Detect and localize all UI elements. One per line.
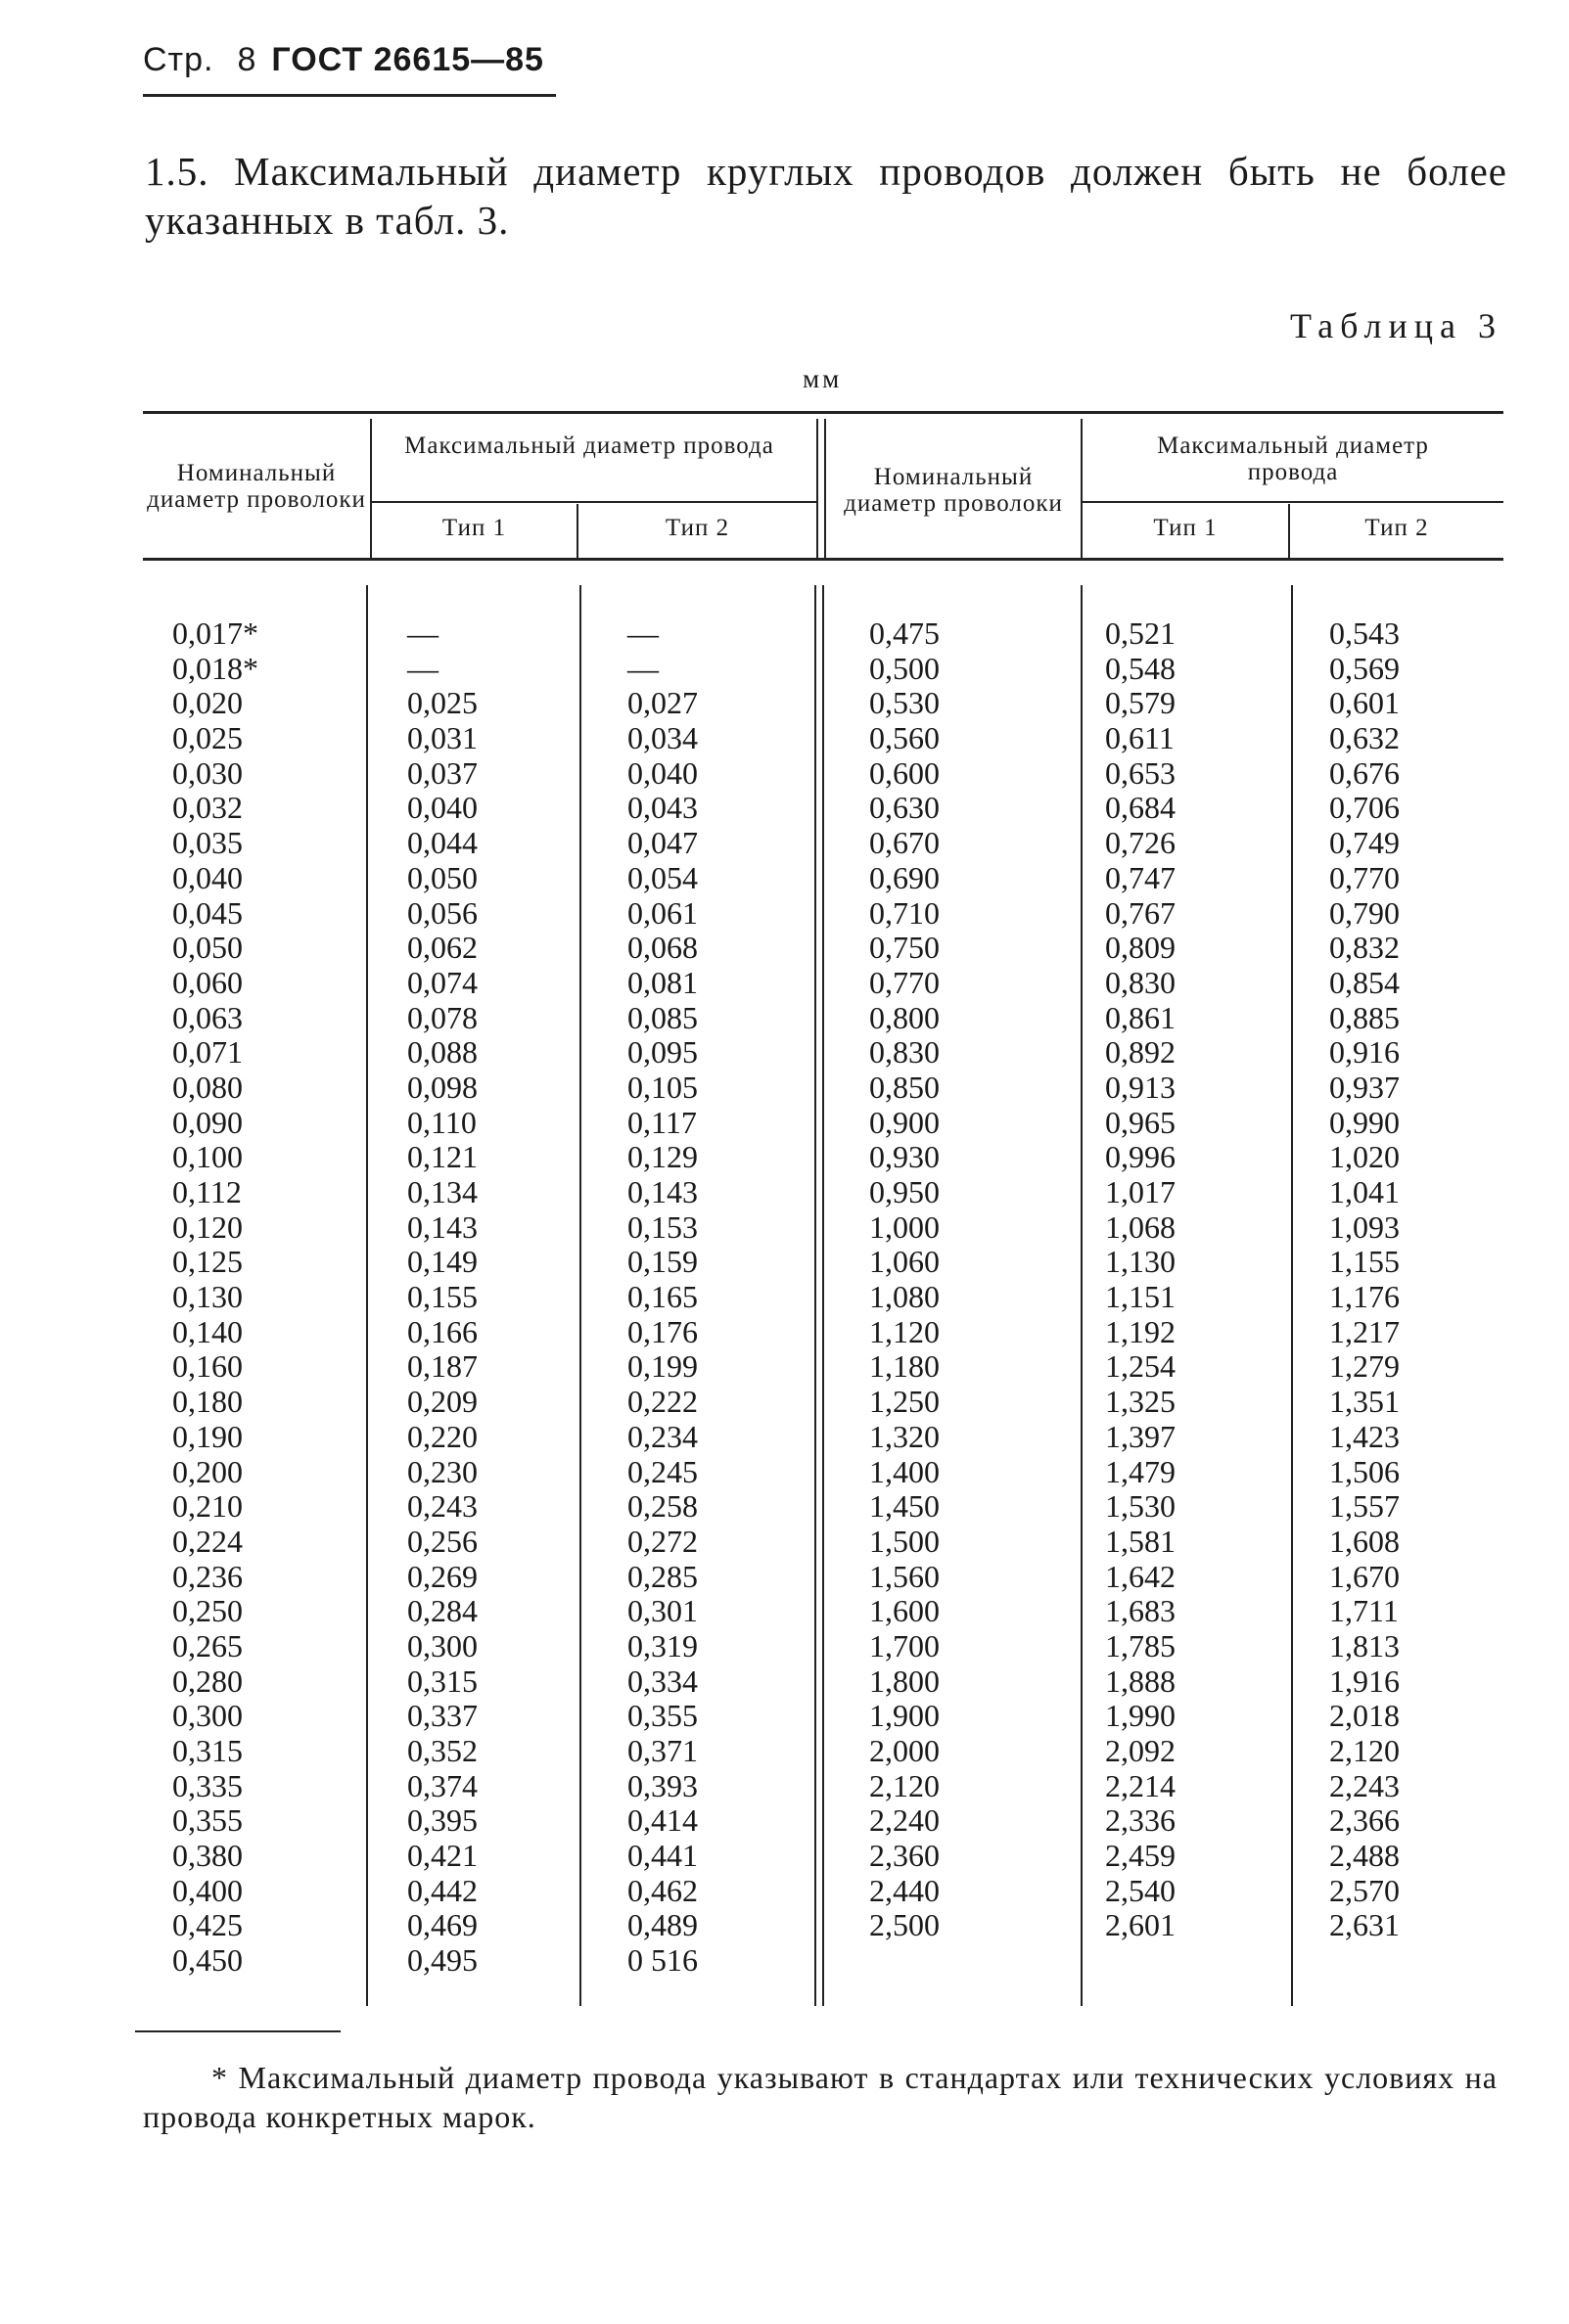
table-cell: 1,180 [869, 1348, 940, 1385]
table-cell: 0,892 [1105, 1034, 1176, 1071]
table-cell: 2,570 [1329, 1872, 1400, 1908]
table-cell: 0,031 [407, 720, 478, 756]
table-cell: 0,285 [627, 1558, 698, 1594]
table-cell: 0,018* [172, 650, 258, 686]
table-cell: 0,143 [407, 1208, 478, 1245]
table-cell: 0,199 [627, 1348, 698, 1385]
table-cell: 0,425 [172, 1907, 243, 1943]
rule-v-double-2-body [822, 585, 824, 2006]
table-cell: 0,334 [627, 1663, 698, 1699]
table-cell: 0,020 [172, 685, 243, 721]
table-cell: — [627, 650, 659, 686]
table-cell: 0,900 [869, 1104, 940, 1140]
table-cell: 1,700 [869, 1627, 940, 1663]
table-cell: 0,054 [627, 859, 698, 895]
table-cell: 0,335 [172, 1767, 243, 1803]
table-cell: 0,579 [1105, 685, 1176, 721]
column-nominal-right [869, 616, 940, 1943]
table-cell: 0,230 [407, 1453, 478, 1489]
table-cell: 0,100 [172, 1139, 243, 1175]
table-cell: 0,442 [407, 1872, 478, 1908]
table-cell: 1,017 [1105, 1174, 1176, 1209]
column-type1-right [1105, 616, 1176, 1943]
table-cell: 0,937 [1329, 1069, 1400, 1105]
table-cell: 2,243 [1329, 1767, 1400, 1803]
table-cell: 0,726 [1105, 825, 1176, 861]
table-cell: 0,770 [1329, 859, 1400, 895]
table-cell: 0,190 [172, 1418, 243, 1454]
table-cell: 0,301 [627, 1593, 698, 1629]
table-cell: 1,397 [1105, 1418, 1176, 1454]
table-cell: 0,670 [869, 825, 940, 861]
table-cell: 0,159 [627, 1244, 698, 1280]
table-cell: 0,121 [407, 1139, 478, 1175]
table-cell: 0,832 [1329, 930, 1400, 966]
table-cell: 2,459 [1105, 1838, 1176, 1874]
table-cell: 0,790 [1329, 894, 1400, 931]
table-cell: 0,315 [407, 1663, 478, 1699]
table-cell: 1,506 [1329, 1453, 1400, 1489]
table-cell: 2,240 [869, 1802, 940, 1839]
table-cell: 0,749 [1329, 825, 1400, 861]
table-cell: 0,234 [627, 1418, 698, 1454]
table-cell: 0,916 [1329, 1034, 1400, 1071]
table-unit: мм [803, 364, 843, 393]
table-cell: 0,040 [172, 859, 243, 895]
table-cell: 2,214 [1105, 1767, 1176, 1803]
table-cell: 1,151 [1105, 1279, 1176, 1315]
table-cell: 2,601 [1105, 1907, 1176, 1943]
table-cell: 1,500 [869, 1523, 940, 1559]
table-cell: 0,047 [627, 825, 698, 861]
table-cell: 0,080 [172, 1069, 243, 1105]
table-cell: 0,830 [1105, 964, 1176, 1000]
table-cell: 1,060 [869, 1244, 940, 1280]
table-cell: 1,155 [1329, 1244, 1400, 1280]
table-cell: 0,885 [1329, 999, 1400, 1035]
table-cell: 0,134 [407, 1174, 478, 1209]
table-cell: 0,056 [407, 894, 478, 931]
table-cell: 1,093 [1329, 1208, 1400, 1245]
table-cell: 1,325 [1105, 1384, 1176, 1420]
table-cell: 0,337 [407, 1698, 478, 1734]
column-type2-right [1329, 616, 1400, 1943]
table-cell: 0,280 [172, 1663, 243, 1699]
table-cell: — [407, 650, 438, 686]
table-cell: 1,320 [869, 1418, 940, 1454]
table-cell: 0,125 [172, 1244, 243, 1280]
table-cell: 0,560 [869, 720, 940, 756]
table-cell: 0,500 [869, 650, 940, 686]
table-cell: 0,996 [1105, 1139, 1176, 1175]
table-cell: 0,050 [172, 930, 243, 966]
table-cell: 0,747 [1105, 859, 1176, 895]
table-cell: 1,916 [1329, 1663, 1400, 1699]
table-cell: 0,521 [1105, 615, 1176, 651]
table-cell: 0,035 [172, 825, 243, 861]
page-label: Стр. [143, 41, 214, 78]
table-cell: 0,045 [172, 894, 243, 931]
table-cell: 0,441 [627, 1838, 698, 1874]
header-nominal-right: Номинальный диаметр проволоки [844, 464, 1063, 517]
table-cell: 0,950 [869, 1174, 940, 1209]
table-cell: 0,809 [1105, 930, 1176, 966]
footnote-rule [135, 2030, 341, 2032]
table-cell: 2,000 [869, 1733, 940, 1768]
table-cell: 0,098 [407, 1069, 478, 1105]
table-cell: 0,495 [407, 1942, 478, 1979]
table-cell: 0,269 [407, 1558, 478, 1594]
table-cell: 1,900 [869, 1698, 940, 1734]
table-cell: 0,380 [172, 1838, 243, 1874]
table-cell: 0,352 [407, 1733, 478, 1768]
rule-v-t1b-body [1291, 585, 1293, 2006]
table-cell: 0,017* [172, 615, 258, 651]
table-cell: 1,800 [869, 1663, 940, 1699]
table-cell: 2,440 [869, 1872, 940, 1908]
table-cell: 2,018 [1329, 1698, 1400, 1734]
group-rule-left [370, 501, 816, 503]
table-cell: 1,080 [869, 1279, 940, 1315]
table-cell: 1,400 [869, 1453, 940, 1489]
table-cell: 2,540 [1105, 1872, 1176, 1908]
table-cell: — [407, 615, 438, 651]
table-cell: 2,488 [1329, 1838, 1400, 1874]
table-cell: 0,861 [1105, 999, 1176, 1035]
table-cell: 0,143 [627, 1174, 698, 1209]
table-cell: 0,250 [172, 1593, 243, 1629]
page-number: 8 [237, 41, 256, 78]
table-cell: 0,601 [1329, 685, 1400, 721]
table-cell: 0,043 [627, 790, 698, 826]
table-cell: 1,217 [1329, 1313, 1400, 1349]
table-cell: 0,025 [407, 685, 478, 721]
table-cell: 1,250 [869, 1384, 940, 1420]
table-cell: 0,256 [407, 1523, 478, 1559]
table-cell: 0,319 [627, 1627, 698, 1663]
rule-v-nom2-body [1081, 585, 1083, 2006]
table-cell: 1,557 [1329, 1488, 1400, 1525]
table-cell: 0,112 [172, 1174, 242, 1209]
table-cell: 1,990 [1105, 1698, 1176, 1734]
table-cell: 0,355 [627, 1698, 698, 1734]
diameter-table [143, 411, 1503, 2016]
table-cell: 0,027 [627, 685, 698, 721]
table-cell: 0,300 [407, 1627, 478, 1663]
table-cell: 0,025 [172, 720, 243, 756]
table-cell: 0,543 [1329, 615, 1400, 651]
column-nominal-left [172, 616, 258, 1979]
footnote: * Максимальный диаметр провода указывают в стандартах или технических условиях на провода конкретных марок. [143, 2060, 1498, 2134]
table-cell: 0,180 [172, 1384, 243, 1420]
table-cell: 2,631 [1329, 1907, 1400, 1943]
table-cell: 0,548 [1105, 650, 1176, 686]
table-cell: 0,630 [869, 790, 940, 826]
table-cell: 0,105 [627, 1069, 698, 1105]
table-cell: 0,850 [869, 1069, 940, 1105]
table-cell: 0,063 [172, 999, 243, 1035]
table-cell: 2,336 [1105, 1802, 1176, 1839]
table-cell: 0,965 [1105, 1104, 1176, 1140]
table-cell: 0,120 [172, 1208, 243, 1245]
table-cell: 2,366 [1329, 1802, 1400, 1839]
table-cell: 0,300 [172, 1698, 243, 1734]
table-cell: 1,608 [1329, 1523, 1400, 1559]
rule-v-nom1-body [366, 585, 368, 2006]
table-cell: 1,530 [1105, 1488, 1176, 1525]
table-cell: 0,050 [407, 859, 478, 895]
table-cell: 0,395 [407, 1802, 478, 1839]
table-cell: 1,711 [1329, 1593, 1399, 1629]
table-cell: 0,569 [1329, 650, 1400, 686]
table-cell: 0,710 [869, 894, 940, 931]
table-cell: 0,129 [627, 1139, 698, 1175]
table-caption: Таблица 3 [1290, 306, 1502, 345]
table-cell: 0,117 [627, 1104, 697, 1140]
table-cell: 0,061 [627, 894, 698, 931]
table-cell: 0,611 [1105, 720, 1175, 756]
table-top-rule [143, 411, 1503, 414]
table-cell: 1,041 [1329, 1174, 1400, 1209]
table-cell: 0,690 [869, 859, 940, 895]
table-cell: 0,110 [407, 1104, 477, 1140]
table-cell: 0,044 [407, 825, 478, 861]
table-cell: 0,258 [627, 1488, 698, 1525]
header-bottom-rule [143, 558, 1503, 561]
table-cell: 0,653 [1105, 754, 1176, 791]
table-cell: 0,245 [627, 1453, 698, 1489]
table-cell: 1,670 [1329, 1558, 1400, 1594]
table-cell: 1,888 [1105, 1663, 1176, 1699]
table-cell: 1,068 [1105, 1208, 1176, 1245]
table-cell: 0,187 [407, 1348, 478, 1385]
table-cell: 1,642 [1105, 1558, 1176, 1594]
table-cell: 1,254 [1105, 1348, 1176, 1385]
table-cell: 0,040 [407, 790, 478, 826]
table-cell: 0,706 [1329, 790, 1400, 826]
rule-v-t1a-body [579, 585, 581, 2006]
table-cell: 0,085 [627, 999, 698, 1035]
column-type1-left [407, 616, 478, 1979]
table-cell: 1,351 [1329, 1384, 1400, 1420]
table-cell: 0,153 [627, 1208, 698, 1245]
table-cell: — [627, 615, 659, 651]
table-cell: 1,683 [1105, 1593, 1176, 1629]
table-cell: 1,785 [1105, 1627, 1176, 1663]
table-cell: 0,355 [172, 1802, 243, 1839]
header-max-group-right: Максимальный диаметр провода [1157, 433, 1429, 485]
table-cell: 1,600 [869, 1593, 940, 1629]
table-cell: 0,040 [627, 754, 698, 791]
table-cell: 0,081 [627, 964, 698, 1000]
table-cell: 0,095 [627, 1034, 698, 1071]
table-cell: 0,265 [172, 1627, 243, 1663]
table-cell: 0,034 [627, 720, 698, 756]
column-type2-left [627, 616, 698, 1979]
table-cell: 0,800 [869, 999, 940, 1035]
table-cell: 0,750 [869, 930, 940, 966]
table-cell: 1,813 [1329, 1627, 1400, 1663]
table-cell: 0,165 [627, 1279, 698, 1315]
table-cell: 2,092 [1105, 1733, 1176, 1768]
table-cell: 0,060 [172, 964, 243, 1000]
table-cell: 0,200 [172, 1453, 243, 1489]
table-cell: 0,450 [172, 1942, 243, 1979]
table-cell: 0,684 [1105, 790, 1176, 826]
group-rule-right [1081, 501, 1503, 503]
table-cell: 0,913 [1105, 1069, 1176, 1105]
table-cell: 0,030 [172, 754, 243, 791]
page-header [143, 41, 554, 100]
table-cell: 0,236 [172, 1558, 243, 1594]
table-cell: 0,222 [627, 1384, 698, 1420]
table-cell: 0,062 [407, 930, 478, 966]
table-cell: 1,423 [1329, 1418, 1400, 1454]
table-cell: 0,371 [627, 1733, 698, 1768]
table-cell: 0,421 [407, 1838, 478, 1874]
table-cell: 0,600 [869, 754, 940, 791]
table-cell: 1,000 [869, 1208, 940, 1245]
table-cell: 0,224 [172, 1523, 243, 1559]
table-cell: 0,032 [172, 790, 243, 826]
header-type2-left: Тип 2 [665, 515, 730, 541]
table-cell: 0,140 [172, 1313, 243, 1349]
table-cell: 0,149 [407, 1244, 478, 1280]
table-cell: 1,581 [1105, 1523, 1176, 1559]
table-cell: 0,068 [627, 930, 698, 966]
table-cell: 1,120 [869, 1313, 940, 1349]
table-cell: 0,315 [172, 1733, 243, 1768]
table-cell: 0,071 [172, 1034, 243, 1071]
table-cell: 0,176 [627, 1313, 698, 1349]
table-cell: 2,120 [1329, 1733, 1400, 1768]
table-cell: 1,130 [1105, 1244, 1176, 1280]
table-cell: 0,078 [407, 999, 478, 1035]
table-cell: 0,243 [407, 1488, 478, 1525]
table-cell: 0,414 [627, 1802, 698, 1839]
table-cell: 0,090 [172, 1104, 243, 1140]
table-cell: 0,074 [407, 964, 478, 1000]
standard-code: ГОСТ 26615—85 [271, 41, 544, 78]
rule-v-double-1 [816, 419, 818, 558]
table-cell: 0,854 [1329, 964, 1400, 1000]
table-cell: 0,676 [1329, 754, 1400, 791]
table-cell: 0,767 [1105, 894, 1176, 931]
table-cell: 0,088 [407, 1034, 478, 1071]
table-cell: 1,192 [1105, 1313, 1176, 1349]
header-type1-left: Тип 1 [441, 515, 507, 541]
header-nominal-left: Номинальный диаметр проволоки [147, 460, 366, 513]
table-cell: 0,037 [407, 754, 478, 791]
table-cell: 0,209 [407, 1384, 478, 1420]
table-cell: 0,130 [172, 1279, 243, 1315]
table-cell: 1,450 [869, 1488, 940, 1525]
rule-v-double-1-body [814, 585, 816, 2006]
table-cell: 0,284 [407, 1593, 478, 1629]
table-cell: 0,770 [869, 964, 940, 1000]
table-cell: 0,374 [407, 1767, 478, 1803]
table-cell: 1,479 [1105, 1453, 1176, 1489]
table-cell: 0,489 [627, 1907, 698, 1943]
table-cell: 0,530 [869, 685, 940, 721]
table-cell: 0,210 [172, 1488, 243, 1525]
table-cell: 0,930 [869, 1139, 940, 1175]
table-cell: 0,272 [627, 1523, 698, 1559]
table-cell: 0,155 [407, 1279, 478, 1315]
table-cell: 0,220 [407, 1418, 478, 1454]
table-cell: 2,500 [869, 1907, 940, 1943]
table-cell: 0,400 [172, 1872, 243, 1908]
table-cell: 2,360 [869, 1838, 940, 1874]
table-cell: 0,462 [627, 1872, 698, 1908]
table-cell: 0 516 [627, 1942, 698, 1979]
table-cell: 0,393 [627, 1767, 698, 1803]
header-max-group-left: Максимальный диаметр провода [404, 433, 774, 459]
header-type1-right: Тип 1 [1153, 515, 1218, 541]
table-cell: 0,830 [869, 1034, 940, 1071]
table-cell: 0,166 [407, 1313, 478, 1349]
table-cell: 0,160 [172, 1348, 243, 1385]
intro-paragraph: 1.5. Максимальный диаметр круглых проводов должен быть не более указанных в табл. 3. [145, 149, 1507, 243]
table-cell: 1,020 [1329, 1139, 1400, 1175]
table-cell: 0,469 [407, 1907, 478, 1943]
table-cell: 2,120 [869, 1767, 940, 1803]
table-cell: 1,560 [869, 1558, 940, 1594]
table-cell: 1,279 [1329, 1348, 1400, 1385]
table-cell: 0,990 [1329, 1104, 1400, 1140]
table-cell: 0,475 [869, 615, 940, 651]
header-rule [143, 94, 556, 97]
table-cell: 1,176 [1329, 1279, 1400, 1315]
table-cell: 0,632 [1329, 720, 1400, 756]
header-type2-right: Тип 2 [1364, 515, 1429, 541]
